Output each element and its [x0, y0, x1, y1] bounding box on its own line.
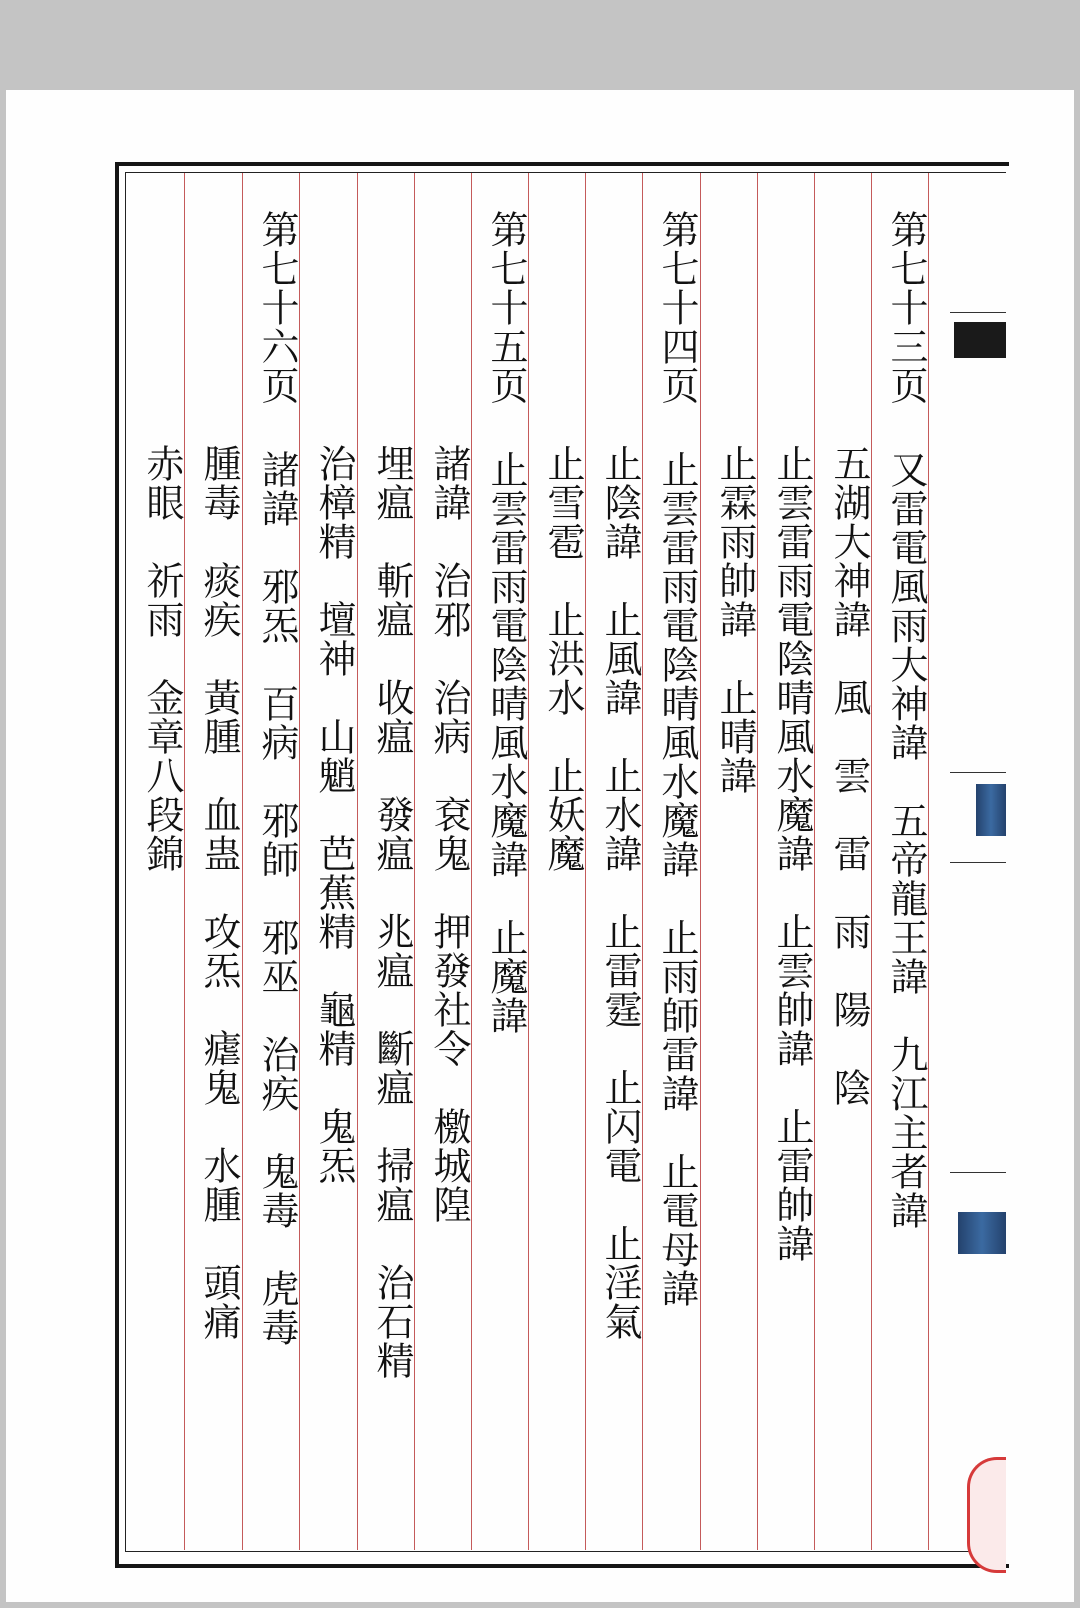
document-page — [6, 90, 1074, 1602]
text-column-9: 諸諱 治邪 治病 袞鬼 押發社令 檄城隍 — [427, 210, 471, 1224]
binding-margin — [950, 172, 1006, 1550]
text-column-7: 止雪雹 止洪水 止妖魔 — [541, 210, 585, 873]
margin-line — [950, 862, 1006, 863]
text-column-1: 第七十三页 又雷電風雨大神諱 五帝龍王諱 九江主者諱 — [884, 210, 928, 1230]
dark-binding-block — [954, 322, 1006, 358]
text-column-13: 腫毒 痰疾 黃腫 血蛊 攻炁 瘧鬼 水腫 頭痛 — [197, 210, 241, 1341]
text-column-11: 治樟精 壇神 山魈 芭蕉精 龜精 鬼炁 — [312, 210, 356, 1185]
margin-line — [950, 312, 1006, 313]
text-column-8: 第七十五页 止雲雷雨電陰晴風水魔諱 止魔諱 — [484, 210, 528, 1035]
text-column-3: 止雲雷雨電陰晴風水魔諱 止雲帥諱 止雷帥諱 — [770, 210, 814, 1263]
margin-line — [950, 1172, 1006, 1173]
text-column-2: 五湖大神諱 風 雲 雷 雨 陽 陰 — [827, 210, 871, 1107]
margin-line — [950, 772, 1006, 773]
blue-binding-block — [976, 784, 1006, 836]
text-column-6: 止陰諱 止風諱 止水諱 止雷霆 止闪電 止淫氣 — [598, 210, 642, 1341]
red-seal-icon — [967, 1457, 1006, 1573]
text-column-12: 第七十六页 諸諱 邪炁 百病 邪師 邪巫 治疾 鬼毒 虎毒 — [255, 210, 299, 1347]
text-column-10: 埋瘟 斬瘟 收瘟 發瘟 兆瘟 斷瘟 掃瘟 治石精 — [370, 210, 414, 1380]
text-column-5: 第七十四页 止雲雷雨電陰晴風水魔諱 止雨師雷諱 止電母諱 — [655, 210, 699, 1308]
text-column-4: 止霖雨帥諱 止晴諱 — [713, 210, 757, 795]
text-column-14: 赤眼 祈雨 金章八段錦 — [140, 210, 184, 873]
blue-binding-block — [958, 1212, 1006, 1254]
